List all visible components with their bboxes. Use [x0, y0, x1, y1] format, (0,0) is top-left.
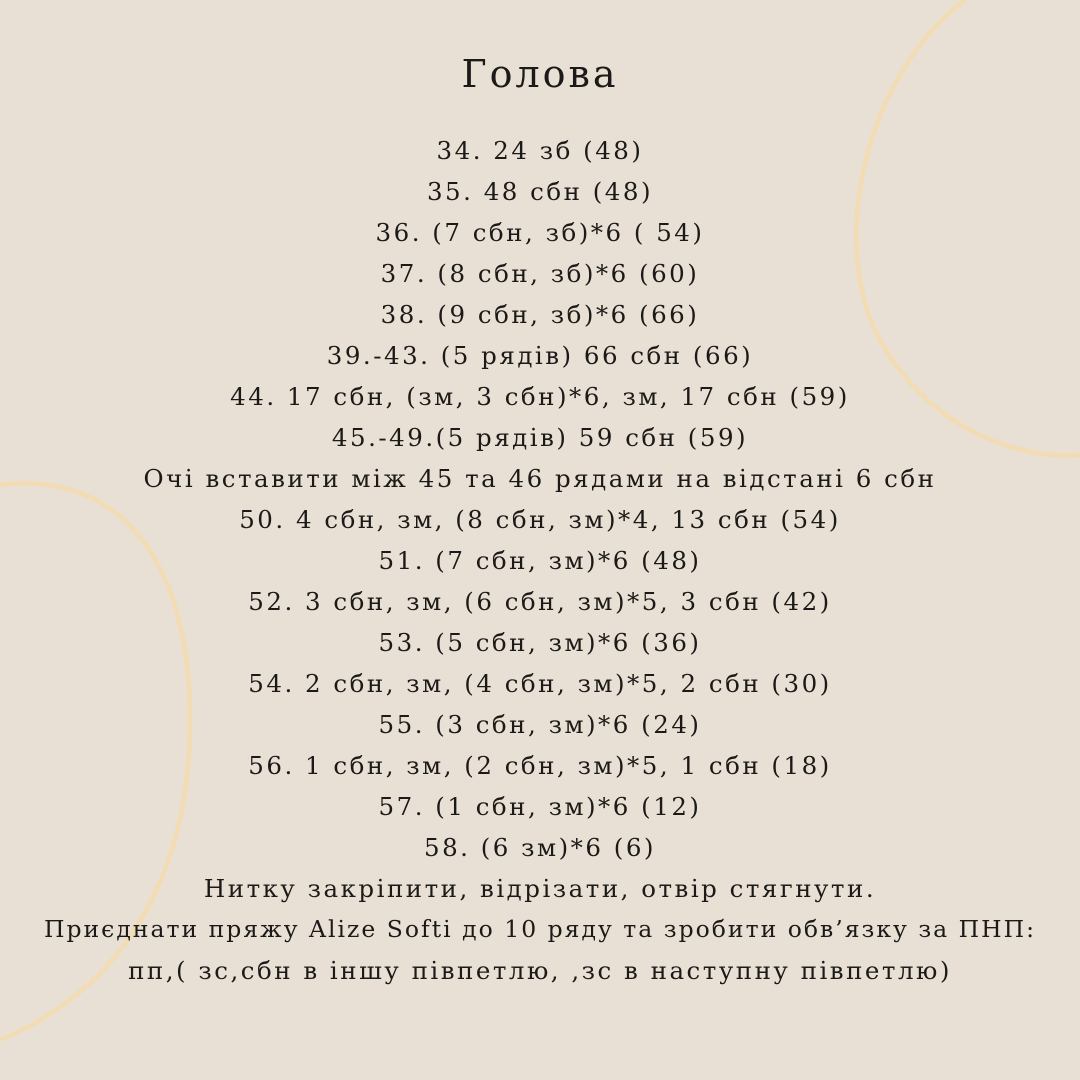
row-34: 34. 24 зб (48) — [436, 136, 644, 165]
row-37: 37. (8 сбн, зб)*6 (60) — [380, 259, 700, 288]
row-44: 44. 17 сбн, (зм, 3 сбн)*6, зм, 17 сбн (59) — [230, 382, 850, 411]
row-58: 58. (6 зм)*6 (6) — [424, 833, 656, 862]
row-54: 54. 2 сбн, зм, (4 сбн, зм)*5, 2 сбн (30) — [248, 669, 832, 698]
row-36: 36. (7 сбн, зб)*6 ( 54) — [375, 218, 705, 247]
row-50: 50. 4 сбн, зм, (8 сбн, зм)*4, 13 сбн (54) — [239, 505, 841, 534]
row-45-49: 45.-49.(5 рядів) 59 сбн (59) — [331, 423, 749, 452]
page-title: Голова — [461, 52, 619, 96]
row-39-43: 39.-43. (5 рядів) 66 сбн (66) — [326, 341, 754, 370]
row-55: 55. (3 сбн, зм)*6 (24) — [378, 710, 702, 739]
row-51: 51. (7 сбн, зм)*6 (48) — [378, 546, 702, 575]
instructions-list — [0, 130, 1080, 991]
row-35: 35. 48 сбн (48) — [426, 177, 654, 206]
row-53: 53. (5 сбн, зм)*6 (36) — [378, 628, 702, 657]
row-52: 52. 3 сбн, зм, (6 сбн, зм)*5, 3 сбн (42) — [248, 587, 832, 616]
row-57: 57. (1 сбн, зм)*6 (12) — [378, 792, 702, 821]
attach-yarn-note: Приєднати пряжу Alize Softi до 10 ряду та зробити обв’язку за ПНП: — [43, 915, 1037, 943]
edging-note: пп,( зс,сбн в іншу півпетлю, ,зс в наступну півпетлю) — [128, 956, 952, 985]
row-38: 38. (9 сбн, зб)*6 (66) — [380, 300, 700, 329]
eyes-note: Очі вставити між 45 та 46 рядами на відстані 6 сбн — [143, 464, 937, 493]
row-56: 56. 1 сбн, зм, (2 сбн, зм)*5, 1 сбн (18) — [248, 751, 832, 780]
finish-note: Нитку закріпити, відрізати, отвір стягнути. — [203, 874, 877, 903]
